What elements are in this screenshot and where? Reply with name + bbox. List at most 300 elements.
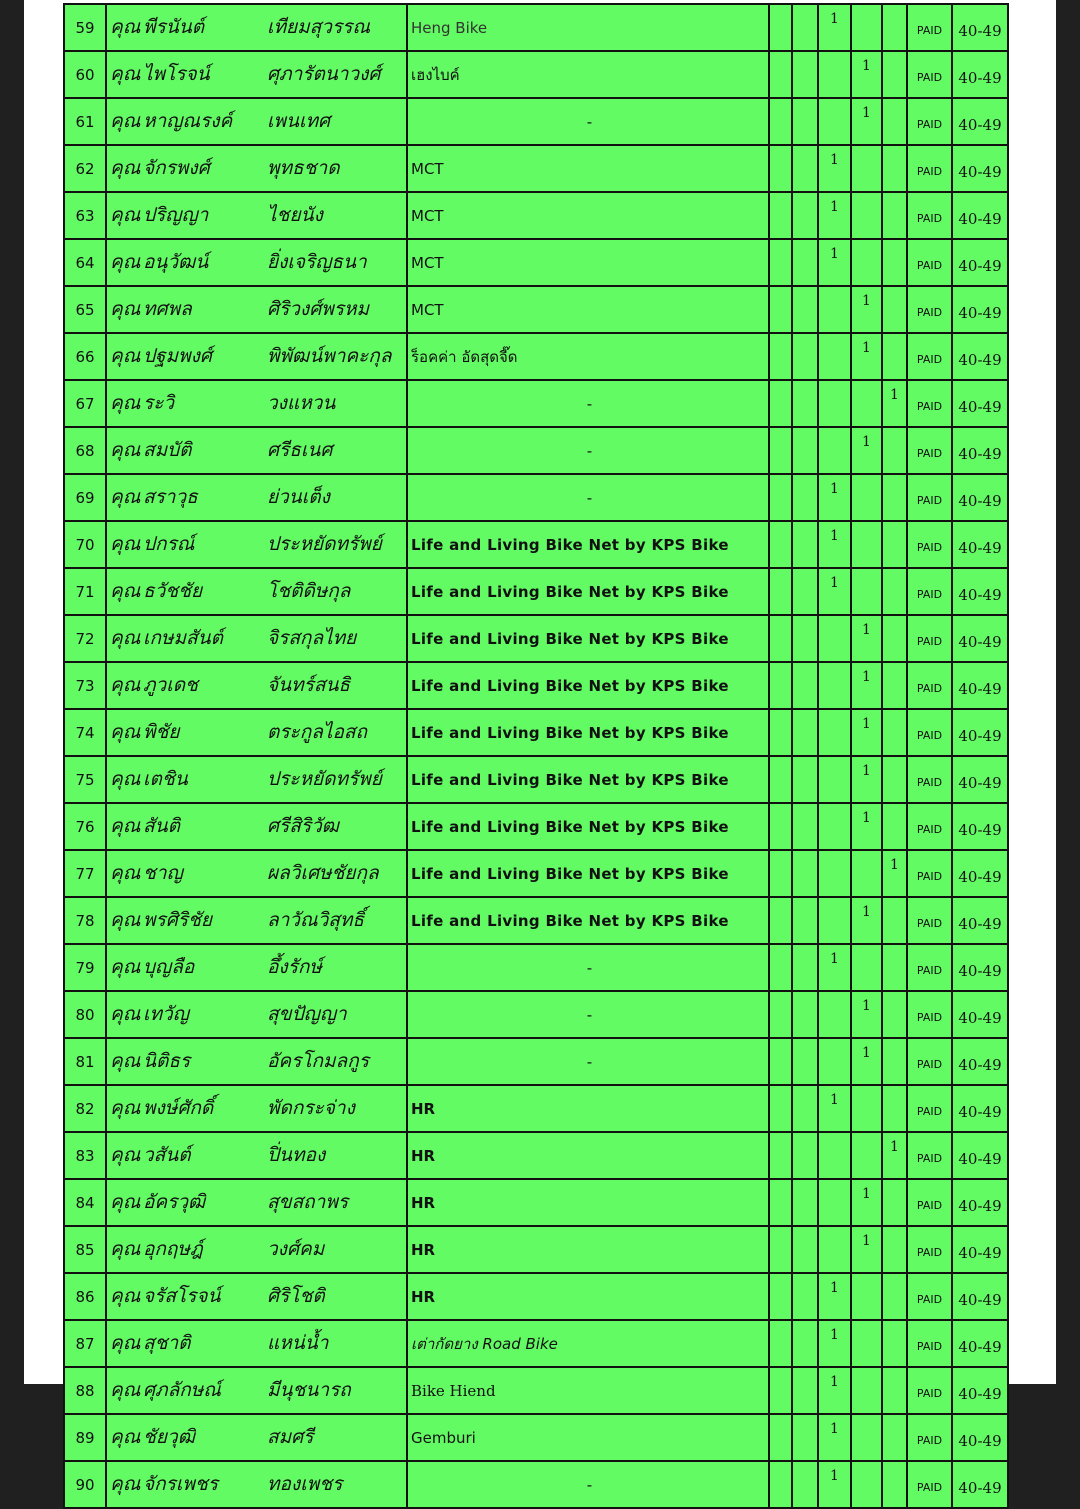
category-mark: 1 (818, 944, 851, 991)
category-cell (851, 1461, 882, 1508)
row-number: 83 (64, 1132, 106, 1179)
category-mark: 1 (851, 1038, 882, 1085)
last-name: มีนุชนารถ (267, 1379, 351, 1401)
table-row (64, 803, 1008, 850)
payment-status: PAID (907, 1461, 952, 1508)
category-cell (769, 756, 792, 803)
category-cell (882, 897, 907, 944)
first-name: ปกรณ์ (143, 533, 195, 555)
category-cell (769, 803, 792, 850)
category-cell (818, 662, 851, 709)
row-number: 86 (64, 1273, 106, 1320)
name-cell (106, 474, 407, 521)
last-name: อึ้งรักษ์ (267, 956, 322, 978)
team-cell: Life and Living Bike Net by KPS Bike (407, 521, 769, 568)
payment-status: PAID (907, 709, 952, 756)
last-name: จิรสกุลไทย (267, 627, 357, 649)
category-mark: 1 (818, 1414, 851, 1461)
age-group: 40-49 (952, 1085, 1008, 1132)
payment-status: PAID (907, 427, 952, 474)
age-group: 40-49 (952, 1226, 1008, 1273)
age-group: 40-49 (952, 192, 1008, 239)
row-number: 59 (64, 4, 106, 51)
table-row (64, 709, 1008, 756)
payment-status: PAID (907, 756, 952, 803)
table-row (64, 756, 1008, 803)
category-cell (792, 51, 818, 98)
payment-status: PAID (907, 1038, 952, 1085)
title: คุณ (110, 1003, 141, 1025)
category-cell (818, 850, 851, 897)
category-cell (851, 1273, 882, 1320)
age-group: 40-49 (952, 239, 1008, 286)
payment-status: PAID (907, 1085, 952, 1132)
name-cell (106, 850, 407, 897)
title: คุณ (110, 63, 141, 85)
name-cell (106, 1226, 407, 1273)
title: คุณ (110, 768, 141, 790)
first-name: พรศิริชัย (143, 909, 213, 931)
first-name: สมบัติ (143, 439, 192, 461)
age-group: 40-49 (952, 286, 1008, 333)
team-cell: HR (407, 1132, 769, 1179)
first-name: ปริญญา (143, 204, 209, 226)
category-cell (818, 380, 851, 427)
title: คุณ (110, 1144, 141, 1166)
first-name: อุกฤษฎ์ (143, 1238, 203, 1260)
row-number: 60 (64, 51, 106, 98)
name-cell (106, 568, 407, 615)
category-mark: 1 (818, 1461, 851, 1508)
name-cell (106, 521, 407, 568)
payment-status: PAID (907, 850, 952, 897)
table-row (64, 98, 1008, 145)
category-cell (882, 474, 907, 521)
title: คุณ (110, 1285, 141, 1307)
payment-status: PAID (907, 568, 952, 615)
first-name: ทศพล (143, 298, 192, 320)
age-group: 40-49 (952, 850, 1008, 897)
age-group: 40-49 (952, 709, 1008, 756)
last-name: สุขปัญญา (267, 1003, 347, 1025)
title: คุณ (110, 956, 141, 978)
title: คุณ (110, 815, 141, 837)
table-row (64, 991, 1008, 1038)
category-mark: 1 (818, 1320, 851, 1367)
category-cell (792, 1320, 818, 1367)
category-cell (818, 1132, 851, 1179)
age-group: 40-49 (952, 662, 1008, 709)
category-cell (769, 850, 792, 897)
payment-status: PAID (907, 51, 952, 98)
table-row (64, 427, 1008, 474)
category-cell (792, 756, 818, 803)
team-cell: เฮงไบค์ (407, 51, 769, 98)
name-cell (106, 239, 407, 286)
payment-status: PAID (907, 1320, 952, 1367)
table-row (64, 1367, 1008, 1414)
payment-status: PAID (907, 98, 952, 145)
category-cell (769, 1414, 792, 1461)
payment-status: PAID (907, 239, 952, 286)
name-cell (106, 145, 407, 192)
category-cell (882, 944, 907, 991)
title: คุณ (110, 486, 141, 508)
category-cell (769, 1367, 792, 1414)
category-mark: 1 (818, 145, 851, 192)
first-name: วสันต์ (143, 1144, 191, 1166)
team-cell: Life and Living Bike Net by KPS Bike (407, 897, 769, 944)
category-cell (851, 521, 882, 568)
table-row (64, 568, 1008, 615)
last-name: พัดกระจ่าง (267, 1097, 355, 1119)
table-row (64, 192, 1008, 239)
row-number: 67 (64, 380, 106, 427)
age-group: 40-49 (952, 944, 1008, 991)
age-group: 40-49 (952, 474, 1008, 521)
team-cell: MCT (407, 239, 769, 286)
row-number: 64 (64, 239, 106, 286)
table-row (64, 474, 1008, 521)
team-cell: - (407, 380, 769, 427)
category-cell (882, 709, 907, 756)
name-cell (106, 1367, 407, 1414)
table-row (64, 897, 1008, 944)
last-name: ปิ่นทอง (267, 1144, 326, 1166)
table-row (64, 850, 1008, 897)
category-cell (769, 427, 792, 474)
last-name: พุทธชาด (267, 157, 340, 179)
category-mark: 1 (818, 1085, 851, 1132)
row-number: 85 (64, 1226, 106, 1273)
category-cell (882, 286, 907, 333)
category-cell (882, 1414, 907, 1461)
category-mark: 1 (851, 615, 882, 662)
name-cell (106, 615, 407, 662)
category-cell (769, 662, 792, 709)
first-name: ชัยวุฒิ (143, 1426, 195, 1448)
row-number: 69 (64, 474, 106, 521)
table-row (64, 944, 1008, 991)
first-name: พงษ์ศักดิ์ (143, 1097, 214, 1119)
table-row (64, 1273, 1008, 1320)
title: คุณ (110, 1473, 141, 1495)
category-cell (769, 98, 792, 145)
name-cell (106, 4, 407, 51)
category-cell (818, 1179, 851, 1226)
category-cell (882, 333, 907, 380)
last-name: พิพัฒน์พาคะกุล (267, 345, 392, 367)
first-name: สราวุธ (143, 486, 198, 508)
last-name: ยิ่งเจริญธนา (267, 251, 367, 273)
age-group: 40-49 (952, 1132, 1008, 1179)
category-cell (792, 662, 818, 709)
category-cell (792, 286, 818, 333)
last-name: ศิริโชติ (267, 1285, 325, 1307)
category-cell (792, 1038, 818, 1085)
row-number: 82 (64, 1085, 106, 1132)
name-cell (106, 333, 407, 380)
table-row (64, 1226, 1008, 1273)
row-number: 84 (64, 1179, 106, 1226)
category-cell (882, 51, 907, 98)
team-cell: Life and Living Bike Net by KPS Bike (407, 756, 769, 803)
category-cell (792, 1367, 818, 1414)
category-cell (769, 1273, 792, 1320)
payment-status: PAID (907, 474, 952, 521)
category-cell (882, 568, 907, 615)
category-cell (769, 944, 792, 991)
category-cell (792, 568, 818, 615)
age-group: 40-49 (952, 615, 1008, 662)
name-cell (106, 1179, 407, 1226)
last-name: ย่วนเต็ง (267, 486, 330, 508)
age-group: 40-49 (952, 1038, 1008, 1085)
row-number: 79 (64, 944, 106, 991)
category-mark: 1 (851, 1179, 882, 1226)
first-name: ไพโรจน์ (143, 63, 210, 85)
title: คุณ (110, 1191, 141, 1213)
row-number: 76 (64, 803, 106, 850)
category-cell (882, 145, 907, 192)
category-mark: 1 (851, 51, 882, 98)
category-cell (818, 333, 851, 380)
category-mark: 1 (851, 756, 882, 803)
first-name: ชาญ (143, 862, 183, 884)
last-name: สุขสถาพร (267, 1191, 349, 1213)
category-cell (818, 1226, 851, 1273)
payment-status: PAID (907, 1132, 952, 1179)
title: คุณ (110, 204, 141, 226)
title: คุณ (110, 1097, 141, 1119)
age-group: 40-49 (952, 1414, 1008, 1461)
name-cell (106, 286, 407, 333)
category-cell (792, 333, 818, 380)
name-cell (106, 192, 407, 239)
payment-status: PAID (907, 1367, 952, 1414)
category-mark: 1 (818, 568, 851, 615)
row-number: 74 (64, 709, 106, 756)
name-cell (106, 1273, 407, 1320)
category-cell (882, 803, 907, 850)
name-cell (106, 98, 407, 145)
category-cell (769, 333, 792, 380)
table-row (64, 1038, 1008, 1085)
row-number: 63 (64, 192, 106, 239)
last-name: วงแหวน (267, 392, 336, 414)
team-cell: HR (407, 1179, 769, 1226)
team-cell: MCT (407, 192, 769, 239)
last-name: ประหยัดทรัพย์ (267, 533, 382, 555)
payment-status: PAID (907, 333, 952, 380)
title: คุณ (110, 1379, 141, 1401)
payment-status: PAID (907, 145, 952, 192)
team-cell: Life and Living Bike Net by KPS Bike (407, 662, 769, 709)
first-name: ธวัชชัย (143, 580, 203, 602)
row-number: 75 (64, 756, 106, 803)
last-name: ผลวิเศษชัยกุล (267, 862, 379, 884)
category-mark: 1 (851, 709, 882, 756)
row-number: 88 (64, 1367, 106, 1414)
category-mark: 1 (851, 991, 882, 1038)
payment-status: PAID (907, 1414, 952, 1461)
category-cell (882, 1226, 907, 1273)
first-name: จักรเพชร (143, 1473, 218, 1495)
last-name: วงศ์คม (267, 1238, 325, 1260)
category-cell (882, 756, 907, 803)
age-group: 40-49 (952, 427, 1008, 474)
name-cell (106, 944, 407, 991)
name-cell (106, 1085, 407, 1132)
category-cell (882, 192, 907, 239)
team-cell: Life and Living Bike Net by KPS Bike (407, 709, 769, 756)
team-cell: - (407, 1038, 769, 1085)
team-cell: MCT (407, 286, 769, 333)
category-cell (882, 1179, 907, 1226)
category-cell (792, 1085, 818, 1132)
age-group: 40-49 (952, 98, 1008, 145)
last-name: ศรีสิริวัฒ (267, 815, 339, 837)
team-cell: - (407, 98, 769, 145)
payment-status: PAID (907, 991, 952, 1038)
category-cell (769, 1038, 792, 1085)
category-cell (769, 1320, 792, 1367)
first-name: สุชาติ (143, 1332, 191, 1354)
team-cell: - (407, 427, 769, 474)
age-group: 40-49 (952, 1273, 1008, 1320)
title: คุณ (110, 157, 141, 179)
category-mark: 1 (851, 803, 882, 850)
category-cell (818, 615, 851, 662)
category-cell (769, 615, 792, 662)
first-name: อัครวุฒิ (143, 1191, 206, 1213)
table-row (64, 1132, 1008, 1179)
category-cell (818, 286, 851, 333)
title: คุณ (110, 110, 141, 132)
category-cell (769, 4, 792, 51)
category-mark: 1 (882, 1132, 907, 1179)
table-row (64, 286, 1008, 333)
category-cell (851, 1414, 882, 1461)
category-cell (769, 286, 792, 333)
first-name: บุญลือ (143, 956, 195, 978)
name-cell (106, 1320, 407, 1367)
category-mark: 1 (818, 4, 851, 51)
team-cell: HR (407, 1085, 769, 1132)
table-row (64, 239, 1008, 286)
last-name: โชติดิษกุล (267, 580, 351, 602)
participant-table (63, 3, 1009, 1509)
row-number: 66 (64, 333, 106, 380)
last-name: ศรีธเนศ (267, 439, 333, 461)
category-cell (792, 192, 818, 239)
category-cell (792, 1273, 818, 1320)
last-name: ประหยัดทรัพย์ (267, 768, 382, 790)
name-cell (106, 1461, 407, 1508)
category-cell (792, 4, 818, 51)
category-cell (882, 1461, 907, 1508)
title: คุณ (110, 1332, 141, 1354)
row-number: 61 (64, 98, 106, 145)
title: คุณ (110, 862, 141, 884)
row-number: 78 (64, 897, 106, 944)
category-cell (792, 897, 818, 944)
category-cell (792, 239, 818, 286)
category-cell (851, 145, 882, 192)
table-row (64, 662, 1008, 709)
category-cell (792, 1461, 818, 1508)
category-cell (769, 474, 792, 521)
table-row (64, 615, 1008, 662)
title: คุณ (110, 533, 141, 555)
row-number: 87 (64, 1320, 106, 1367)
team-cell: Life and Living Bike Net by KPS Bike (407, 850, 769, 897)
first-name: ปฐมพงศ์ (143, 345, 212, 367)
first-name: นิติธร (143, 1050, 191, 1072)
category-cell (792, 1414, 818, 1461)
team-cell: เต่ากัดยาง Road Bike (407, 1320, 769, 1367)
category-cell (792, 709, 818, 756)
category-cell (792, 145, 818, 192)
title: คุณ (110, 674, 141, 696)
payment-status: PAID (907, 615, 952, 662)
category-cell (851, 1132, 882, 1179)
category-cell (769, 897, 792, 944)
category-cell (769, 239, 792, 286)
payment-status: PAID (907, 192, 952, 239)
category-cell (882, 1085, 907, 1132)
category-cell (851, 474, 882, 521)
category-mark: 1 (882, 850, 907, 897)
category-cell (792, 850, 818, 897)
category-cell (792, 521, 818, 568)
category-cell (792, 944, 818, 991)
team-cell: - (407, 991, 769, 1038)
name-cell (106, 756, 407, 803)
category-cell (851, 1085, 882, 1132)
row-number: 77 (64, 850, 106, 897)
category-mark: 1 (851, 98, 882, 145)
category-cell (882, 4, 907, 51)
first-name: สันติ (143, 815, 180, 837)
category-cell (769, 521, 792, 568)
row-number: 89 (64, 1414, 106, 1461)
category-cell (818, 1038, 851, 1085)
category-mark: 1 (818, 1367, 851, 1414)
last-name: อัครโกมลกูร (267, 1050, 369, 1072)
category-cell (769, 1085, 792, 1132)
first-name: พีรนันต์ (143, 16, 205, 38)
age-group: 40-49 (952, 897, 1008, 944)
first-name: พิชัย (143, 721, 180, 743)
title: คุณ (110, 392, 141, 414)
row-number: 90 (64, 1461, 106, 1508)
payment-status: PAID (907, 380, 952, 427)
team-cell: ร็อคค่า อัดสุดจี๊ด (407, 333, 769, 380)
title: คุณ (110, 627, 141, 649)
title: คุณ (110, 1050, 141, 1072)
title: คุณ (110, 251, 141, 273)
table-row (64, 51, 1008, 98)
row-number: 70 (64, 521, 106, 568)
row-number: 62 (64, 145, 106, 192)
team-cell: Life and Living Bike Net by KPS Bike (407, 568, 769, 615)
category-mark: 1 (818, 1273, 851, 1320)
category-cell (769, 568, 792, 615)
payment-status: PAID (907, 662, 952, 709)
first-name: จักรพงศ์ (143, 157, 210, 179)
team-cell: HR (407, 1226, 769, 1273)
